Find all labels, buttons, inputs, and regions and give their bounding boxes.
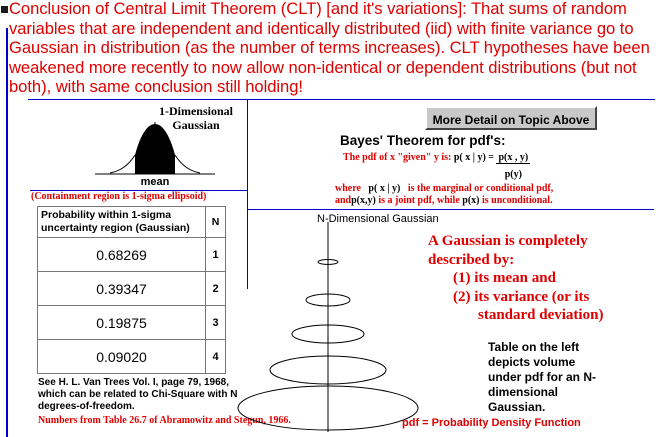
where-term: p( x | y) <box>368 183 401 194</box>
table-row <box>38 272 226 306</box>
page-title: Conclusion of Central Limit Theorem (CLT) [and it's variations]: That sums of random variables that are independent and identically distributed (iid) with finite variance go to Gaussian in distribution (as the number of terms increases). CLT hypotheses have been weakened more recently to now allow non-identical or dependent distributions (but not both), with same conclusion still holding! <box>9 0 650 97</box>
probability-value: 0.09020 <box>38 340 206 374</box>
top-divider <box>28 99 655 100</box>
bayes-formula <box>343 152 530 180</box>
bayes-where-line <box>335 183 553 194</box>
probability-value: 0.68269 <box>38 238 206 272</box>
and-mid: is a joint pdf, while <box>378 195 460 206</box>
and-suffix: is unconditional. <box>482 195 553 206</box>
where-prefix: where <box>335 183 361 194</box>
dimension-n: 2 <box>206 272 226 306</box>
vertical-rule-left <box>6 28 8 437</box>
table-row <box>38 340 226 374</box>
gaussian-1d-title-line1: 1-Dimensional <box>158 104 233 118</box>
containment-note: (Containment region is 1-sigma ellipsoid) <box>31 191 207 202</box>
where-suffix: is the marginal or conditional pdf, <box>407 183 554 194</box>
gaussian-desc-line1: A Gaussian is completely <box>428 233 588 249</box>
probability-value: 0.39347 <box>38 272 206 306</box>
bayes-numerator: p(x , y) <box>498 152 529 163</box>
bayes-denominator: p(y) <box>504 169 522 180</box>
and-term2: p(x) <box>462 195 480 206</box>
probability-table <box>37 206 226 374</box>
ndim-gaussian-label: N-Dimensional Gaussian <box>317 213 439 225</box>
ndim-gaussian-ellipses <box>235 222 420 434</box>
and-prefix: and <box>335 195 352 206</box>
header-probability: Probability within 1-sigma uncertainty region (Gaussian) <box>38 207 206 238</box>
bayes-and-line <box>335 195 553 206</box>
header-n: N <box>206 207 226 238</box>
table-row <box>38 306 226 340</box>
table-row <box>38 238 226 272</box>
more-detail-button[interactable]: More Detail on Topic Above <box>425 106 597 130</box>
dimension-n: 4 <box>206 340 226 374</box>
and-term: p(x,y) <box>351 195 376 206</box>
numbers-source-note: Numbers from Table 26.7 of Abramowitz and Stegun, 1966. <box>38 415 291 426</box>
pdf-definition: pdf = Probability Density Function <box>402 417 581 429</box>
probability-value: 0.19875 <box>38 306 206 340</box>
gaussian-desc-line2: described by: <box>428 251 515 268</box>
van-trees-note: See H. L. Van Trees Vol. I, page 79, 1968, which can be related to Chi-Square with N degrees-of-freedom. <box>38 377 238 412</box>
mean-label: mean <box>140 176 170 188</box>
gaussian-desc-line5: standard deviation) <box>478 307 604 323</box>
dimension-n: 3 <box>206 306 226 340</box>
bayes-line-prefix: The pdf of x "given" y is: <box>343 152 452 163</box>
table-header-row <box>38 207 226 238</box>
gaussian-desc-line3: (1) its mean and <box>453 270 556 286</box>
dimension-n: 1 <box>206 238 226 272</box>
bayes-fraction <box>496 152 530 180</box>
mid-divider-right <box>248 209 654 210</box>
gaussian-description <box>428 232 603 325</box>
gaussian-desc-line4: (2) its variance (or its <box>453 288 590 305</box>
gaussian-1d-title-line2: Gaussian <box>172 118 220 132</box>
bayes-line-lhs: p( x | y) = <box>453 152 494 163</box>
gaussian-1d-bell-curve <box>95 118 215 178</box>
bayes-title: Bayes' Theorem for pdf's: <box>340 133 506 148</box>
table-volume-note: Table on the left depicts volume under pdf for an N-dimensional Gaussian. <box>488 340 596 414</box>
bullet-icon <box>1 6 8 13</box>
